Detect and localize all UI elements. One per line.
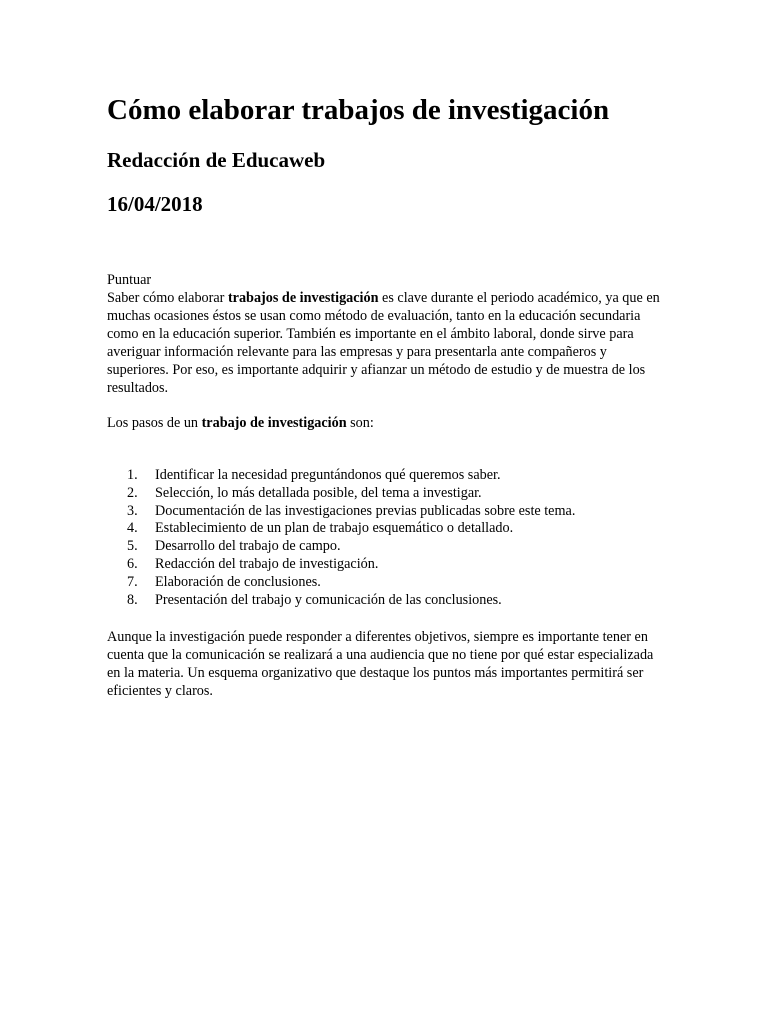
list-item-number: 1. bbox=[127, 467, 138, 483]
list-item-text: Selección, lo más detallada posible, del tema a investigar. bbox=[155, 484, 482, 501]
list-item-number: 4. bbox=[127, 520, 138, 537]
list-item-text: Establecimiento de un plan de trabajo esquemático o detallado. bbox=[155, 520, 514, 537]
steps-intro bbox=[107, 414, 667, 432]
list-item-text: Redacción del trabajo de investigación. bbox=[155, 555, 379, 572]
conclusion-paragraph: Aunque la investigación puede responder a diferentes objetivos, siempre es importante tener en cuenta que la comunicación se realizará a una audiencia que no tiene por qué estar especializada en la materia. Un esquema organizativo que destaque los puntos más importantes permitirá ser eficientes y claros. bbox=[107, 629, 654, 699]
intro-text-end: es clave durante el periodo académico, ya que en muchas ocasiones éstos se usan como método de evaluación, tanto en la educación secundaria como en la educación superior. También es importante en el ámbito laboral, donde sirve para averiguar información relevante para las empresas y para presentarla ante compañeros y superiores. Por eso, es importante adquirir y afianzar un método de estudio y de muestra de los resultados. bbox=[107, 290, 660, 396]
steps-intro-start: Los pasos de un bbox=[107, 415, 202, 431]
list-item-text: Desarrollo del trabajo de campo. bbox=[155, 538, 341, 555]
list-item-number: 2. bbox=[127, 484, 138, 501]
list-item bbox=[107, 485, 667, 503]
rating-label: Puntuar bbox=[107, 272, 152, 288]
intro-text-start: Saber cómo elaborar bbox=[107, 290, 228, 306]
list-item-text: Elaboración de conclusiones. bbox=[155, 573, 321, 590]
list-item-number: 3. bbox=[127, 502, 138, 519]
date-heading: 16/04/2018 bbox=[107, 192, 203, 216]
list-item bbox=[107, 538, 667, 556]
steps-intro-bold-phrase: trabajo de investigación bbox=[201, 415, 347, 431]
list-item bbox=[107, 592, 667, 610]
list-item-number: 7. bbox=[127, 573, 138, 590]
list-item-number: 5. bbox=[127, 538, 138, 555]
intro-bold-phrase: trabajos de investigación bbox=[227, 290, 379, 306]
list-item bbox=[107, 467, 667, 485]
intro-paragraph bbox=[107, 289, 667, 397]
list-item bbox=[107, 520, 667, 538]
list-item-number: 8. bbox=[127, 591, 138, 608]
document-title: Cómo elaborar trabajos de investigación bbox=[107, 94, 610, 126]
list-item bbox=[107, 556, 667, 574]
list-item-text: Documentación de las investigaciones previas publicadas sobre este tema. bbox=[155, 502, 576, 519]
list-item bbox=[107, 574, 667, 592]
steps-intro-end: son: bbox=[346, 415, 374, 431]
steps-list bbox=[107, 467, 667, 609]
list-item-text: Identificar la necesidad preguntándonos qué queremos saber. bbox=[155, 467, 501, 483]
list-item bbox=[107, 503, 667, 521]
list-item-text: Presentación del trabajo y comunicación de las conclusiones. bbox=[155, 591, 502, 608]
author-heading: Redacción de Educaweb bbox=[107, 148, 326, 172]
list-item-number: 6. bbox=[127, 555, 138, 572]
